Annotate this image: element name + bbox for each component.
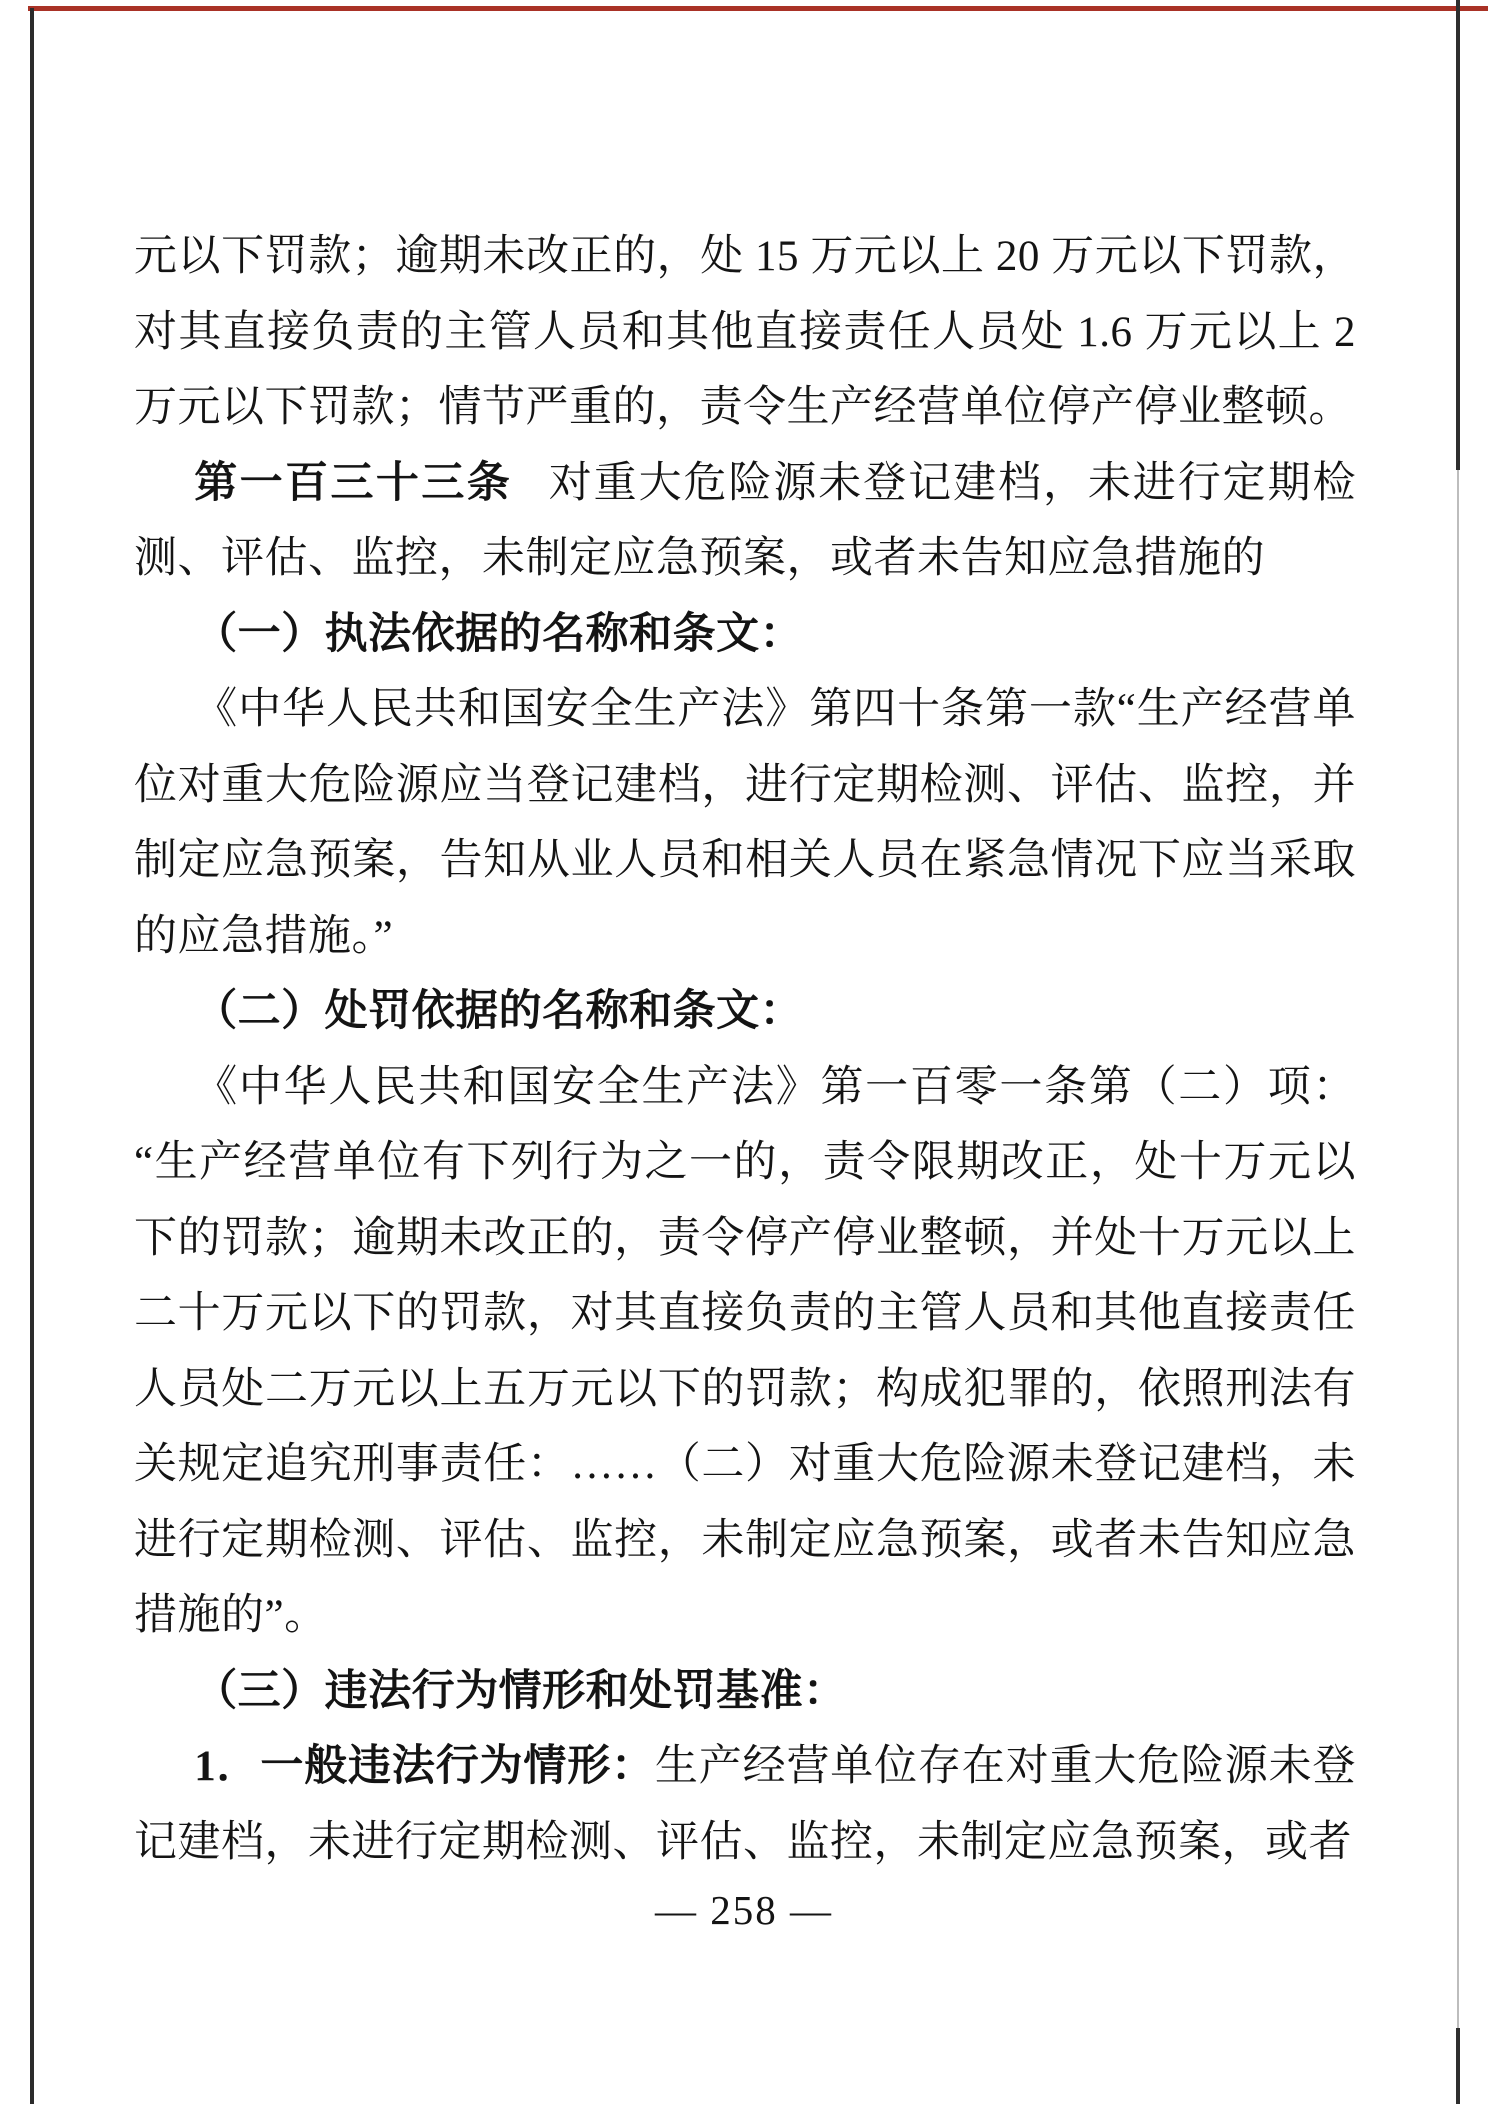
- page-number: — 258 —: [655, 1887, 833, 1933]
- paragraph-text: 对重大危险源未登记建档，未进行定期检测、评估、监控，未制定应急预案，或者未告知应急措施的: [134, 459, 1357, 582]
- paragraph-text: 生产经营单位存在对重大危险源未登记建档，未进行定期检测、评估、监控，未制定应急预案，或者: [134, 1743, 1357, 1866]
- paragraph-lead: 1．一般违法行为情形：: [194, 1743, 655, 1790]
- body-paragraph: 元以下罚款；逾期未改正的，处 15 万元以上 20 万元以下罚款，对其直接负责的主管人员和其他直接责任人员处 1.6 万元以上 2 万元以下罚款；情节严重的，责令生产经营单位停产停业整顿。: [134, 233, 1356, 431]
- section-heading: （三）违法行为情形和处罚基准：: [194, 1667, 847, 1715]
- scan-edge-right-mid: [1457, 470, 1459, 2030]
- body-paragraph: 《中华人民共和国安全生产法》第四十条第一款“生产经营单位对重大危险源应当登记建档，进行定期检测、评估、监控，并制定应急预案，告知从业人员和相关人员在紧急情况下应当采取的应急措施。”: [134, 686, 1356, 960]
- numbered-paragraph: [134, 1729, 1356, 1880]
- scan-edge-left: [30, 8, 34, 2104]
- paragraph-lead: 第一百三十三条: [194, 458, 513, 507]
- section-heading: （一）执法依据的名称和条文：: [194, 610, 804, 658]
- scan-edge-right-bottom: [1456, 2028, 1460, 2104]
- article-paragraph: [134, 446, 1356, 597]
- text-block: [134, 219, 1356, 1880]
- scan-edge-right-top: [1456, 0, 1460, 470]
- section-heading: （二）处罚依据的名称和条文：: [194, 988, 804, 1035]
- scan-edge-top: [28, 6, 1488, 11]
- body-paragraph: 《中华人民共和国安全生产法》第一百零一条第（二）项：“生产经营单位有下列行为之一的，责令限期改正，处十万元以下的罚款；逾期未改正的，责令停产停业整顿，并处十万元以上二十万元以下的罚款，对其直接负责的主管人员和其他直接责任人员处二万元以上五万元以下的罚款；构成犯罪的，依照刑法有关规定追究刑事责任：……（二）对重大危险源未登记建档，未进行定期检测、评估、监控，未制定应急预案，或者未告知应急措施的”。: [134, 1063, 1356, 1639]
